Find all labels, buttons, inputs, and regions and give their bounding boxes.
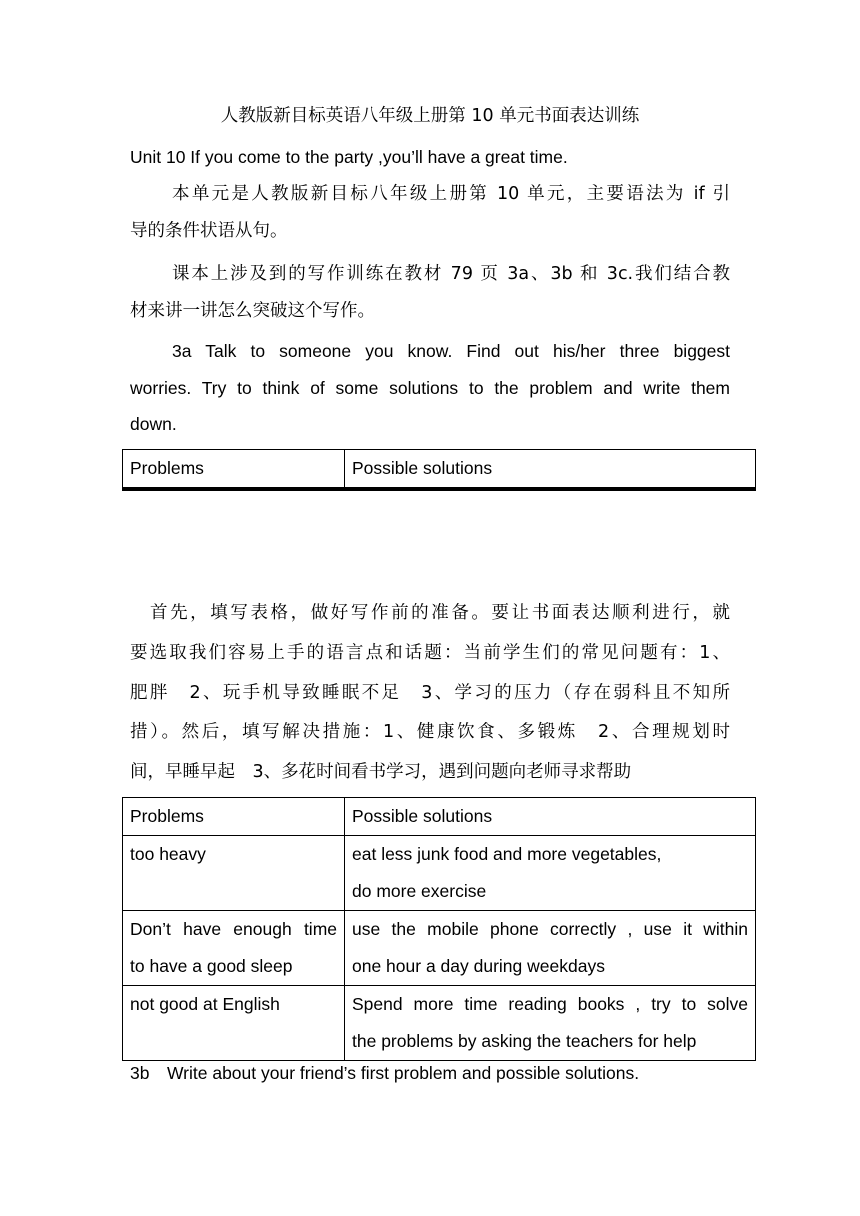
guide-paragraph-line-4: 措）。然后，填写解决措施：1、健康饮食、多锻炼 2、合理规划时	[130, 722, 730, 742]
task-3a-line-2: worries. Try to think of some solutions to the problem and write them	[130, 378, 730, 398]
solution-cell	[345, 986, 756, 1061]
solutions-table	[122, 797, 756, 1061]
table-row	[123, 836, 756, 911]
table-header-row	[123, 798, 756, 836]
problem-text: not good at English	[130, 994, 280, 1014]
problem-cell	[123, 986, 345, 1061]
table-header-row	[123, 450, 756, 488]
solution-text-line-1: eat less junk food and more vegetables,	[352, 844, 662, 864]
task-3b: 3b Write about your friend’s first problem and possible solutions.	[130, 1063, 640, 1083]
header-problems: Problems	[123, 798, 345, 836]
page-title: 人教版新目标英语八年级上册第 10 单元书面表达训练	[220, 106, 640, 126]
blank-cell	[345, 490, 756, 491]
solution-text-line-2: do more exercise	[352, 881, 487, 901]
problem-text: too heavy	[130, 844, 206, 864]
task-3a-line-1: 3a Talk to someone you know. Find out his/her three biggest	[172, 341, 730, 361]
solution-text-line-2: the problems by asking the teachers for help	[352, 1031, 697, 1051]
solution-text-line-2: one hour a day during weekdays	[352, 956, 605, 976]
table-row	[123, 911, 756, 986]
textbook-paragraph-line-1: 课本上涉及到的写作训练在教材 79 页 3a、3b 和 3c.我们结合教	[172, 264, 730, 284]
intro-paragraph-line-2: 导的条件状语从句。	[130, 221, 288, 241]
header-possible-solutions: Possible solutions	[345, 798, 756, 836]
table-row	[123, 986, 756, 1061]
guide-paragraph-line-5: 间，早睡早起 3、多花时间看书学习，遇到问题向老师寻求帮助	[130, 762, 632, 782]
unit-title: Unit 10 If you come to the party ,you’ll have a great time.	[130, 147, 568, 167]
problem-text-line-2: to have a good sleep	[130, 956, 293, 976]
problem-cell	[123, 836, 345, 911]
guide-paragraph-line-3: 肥胖 2、玩手机导致睡眠不足 3、学习的压力（存在弱科且不知所	[130, 683, 730, 703]
table-row	[123, 490, 756, 491]
guide-paragraph-line-2: 要选取我们容易上手的语言点和话题：当前学生们的常见问题有：1、	[130, 643, 730, 663]
task-3a-line-3: down.	[130, 414, 177, 434]
solution-cell	[345, 911, 756, 986]
solution-text-line-1: Spend more time reading books , try to solve	[352, 994, 748, 1014]
blank-problems-table	[122, 449, 756, 491]
solution-text-line-1: use the mobile phone correctly , use it within	[352, 919, 748, 939]
header-problems: Problems	[123, 450, 345, 488]
header-possible-solutions: Possible solutions	[345, 450, 756, 488]
guide-paragraph-line-1: 首先，填写表格，做好写作前的准备。要让书面表达顺利进行，就	[150, 603, 730, 623]
problem-text-line-1: Don’t have enough time	[130, 919, 337, 939]
solution-cell	[345, 836, 756, 911]
textbook-paragraph-line-2: 材来讲一讲怎么突破这个写作。	[130, 301, 375, 321]
problem-cell	[123, 911, 345, 986]
intro-paragraph-line-1: 本单元是人教版新目标八年级上册第 10 单元，主要语法为 if 引	[172, 184, 730, 204]
blank-cell	[123, 490, 345, 491]
